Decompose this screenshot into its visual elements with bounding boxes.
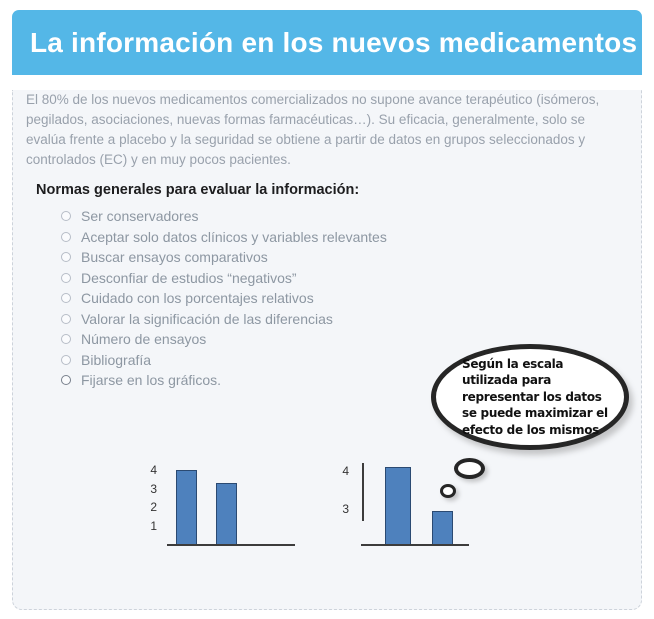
radio-bullet-icon: [61, 293, 71, 303]
slide-frame: [12, 10, 642, 595]
rules-heading: Normas generales para evaluar la información:: [36, 182, 360, 198]
bar-chart-truncated-axis: [323, 458, 471, 550]
list-item: [61, 309, 641, 330]
bar: [432, 511, 453, 545]
list-item-label: Ser conservadores: [81, 208, 199, 225]
list-item-label: Número de ensayos: [81, 331, 207, 348]
list-item: [61, 288, 641, 309]
radio-bullet-icon: [61, 355, 71, 365]
radio-bullet-icon: [61, 314, 71, 324]
list-item: [61, 227, 641, 248]
radio-bullet-icon: [61, 232, 71, 242]
bar: [385, 467, 411, 545]
bar-chart-full-axis: [133, 458, 303, 550]
x-axis-line: [361, 544, 469, 546]
radio-bullet-icon: [61, 334, 71, 344]
x-axis-line: [167, 544, 295, 546]
radio-bullet-icon: [61, 211, 71, 221]
y-axis-tick-label: 4: [150, 462, 157, 477]
content-panel: [12, 90, 642, 610]
list-item-label: Desconfiar de estudios “negativos”: [81, 269, 297, 286]
list-item-label: Aceptar solo datos clínicos y variables relevantes: [81, 228, 387, 245]
list-item-label: Cuidado con los porcentajes relativos: [81, 290, 314, 307]
radio-bullet-icon: [61, 375, 71, 385]
y-axis-line: [362, 463, 364, 521]
list-item-label: Valorar la significación de las diferencias: [81, 310, 333, 327]
intro-paragraph: El 80% de los nuevos medicamentos comercializados no supone avance terapéutico (isómeros, pegilados, asociaciones, nuevas formas farmacéuticas…). Su eficacia, generalmente, solo se evalúa frente a placebo y la seguridad se obtiene a partir de datos en grupos seleccionados y controlados (EC) y en muy pocos pacientes.: [26, 92, 600, 167]
list-item-label: Fijarse en los gráficos.: [81, 372, 222, 389]
y-axis-tick-label: 1: [150, 519, 157, 534]
thought-bubble-text: Según la escala utilizada para representar los datos se puede maximizar el efecto de los mismos: [462, 356, 608, 437]
list-item: [61, 268, 641, 289]
header-bar: [12, 10, 642, 75]
y-axis-tick-label: 4: [342, 463, 349, 478]
radio-bullet-icon: [61, 273, 71, 283]
list-item: [61, 247, 641, 268]
y-axis-tick-label: 2: [150, 500, 157, 515]
list-item-label: Bibliografía: [81, 351, 152, 368]
bar: [176, 470, 197, 545]
y-axis-tick-label: 3: [342, 501, 349, 516]
y-axis-tick-label: 3: [150, 481, 157, 496]
bar: [216, 483, 237, 545]
thought-bubble: [431, 344, 629, 450]
list-item: [61, 206, 641, 227]
list-item-label: Buscar ensayos comparativos: [81, 249, 268, 266]
radio-bullet-icon: [61, 252, 71, 262]
page-title: La información en los nuevos medicamentos: [30, 26, 638, 58]
